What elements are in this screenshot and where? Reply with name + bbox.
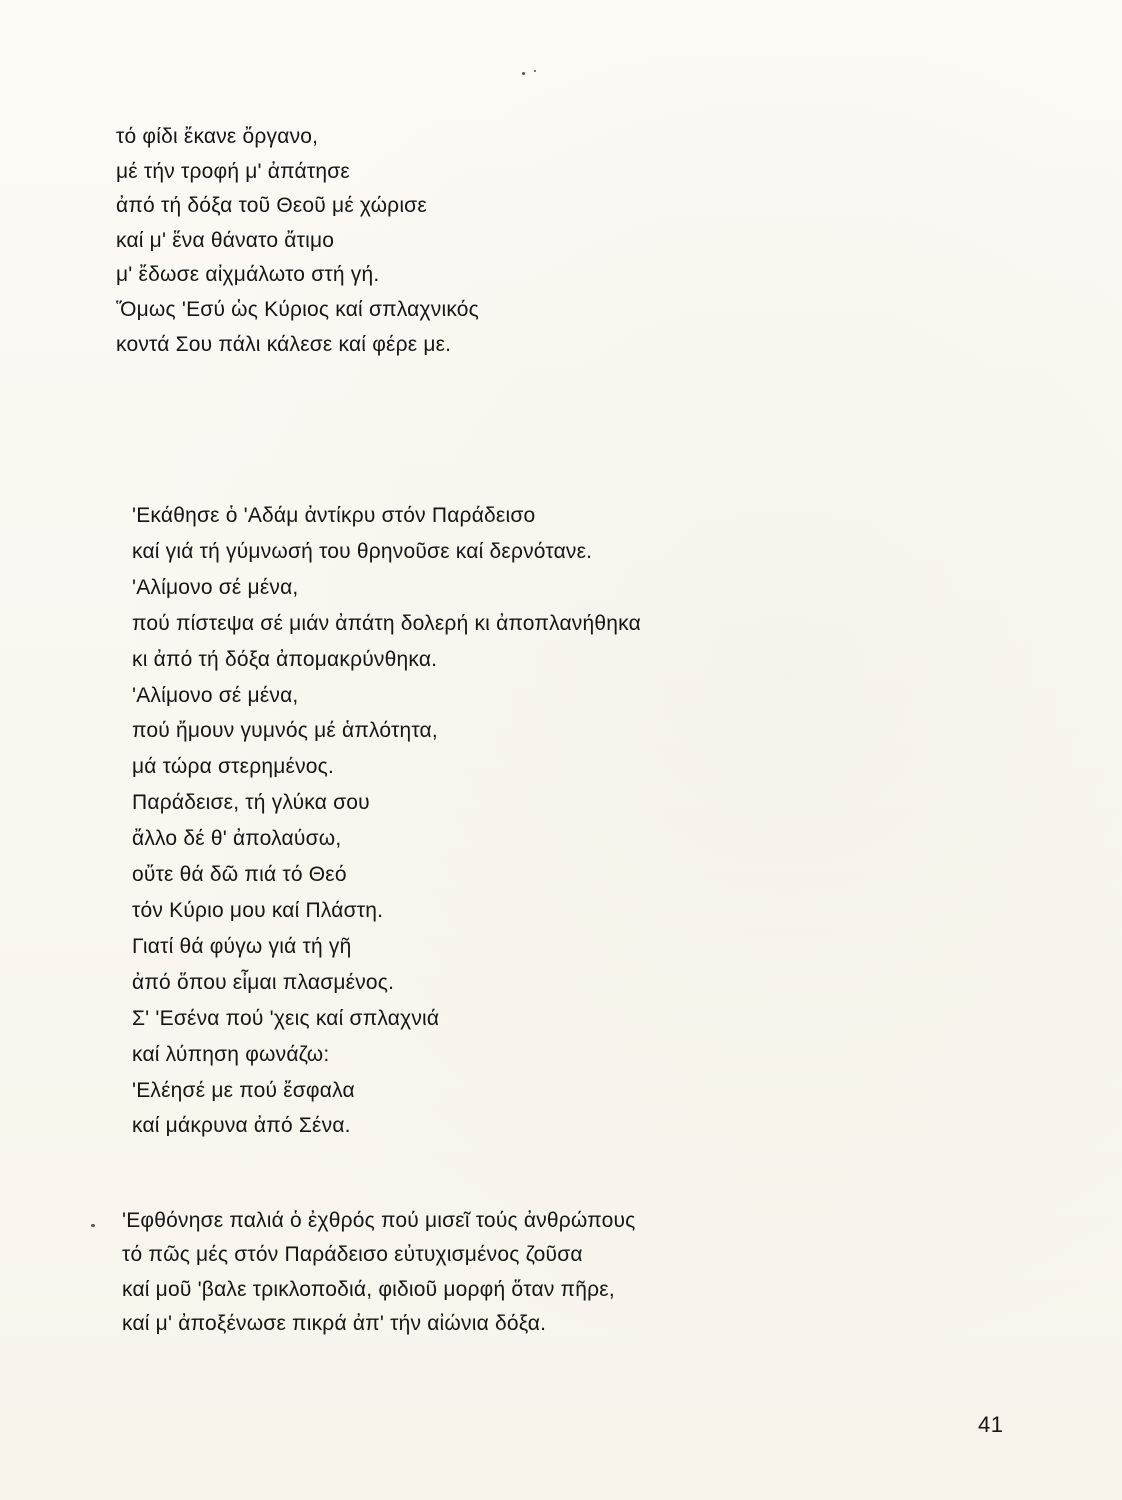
verse-line: μ' ἔδωσε αἰχμάλωτο στή γή. <box>116 263 380 287</box>
verse-line: 'Εκάθησε ὁ 'Αδάμ ἀντίκρυ στόν Παράδεισο <box>132 504 536 527</box>
verse-line: πού πίστεψα σέ μιάν ἀπάτη δολερή κι ἀποπλανήθηκα <box>132 611 641 635</box>
stanza-2 <box>132 498 641 1144</box>
verse-line: καί μοῦ 'βαλε τρικλοποδιά, φιδιοῦ μορφή ὅταν πῆρε, <box>122 1277 615 1301</box>
verse-line: 'Ελέησέ με πού ἔσφαλα <box>132 1078 355 1102</box>
verse-line: τό φίδι ἔκανε ὄργανο, <box>116 125 319 148</box>
stanza-3 <box>122 1204 636 1341</box>
verse-line: καί μ' ἕνα θάνατο ἄτιμο <box>116 228 335 252</box>
verse-line: καί μ' ἀποξένωσε πικρά ἀπ' τήν αἰώνια δόξα. <box>122 1311 547 1335</box>
verse-line: τό πῶς μές στόν Παράδεισο εὐτυχισμένος ζοῦσα <box>122 1243 583 1267</box>
verse-line: καί λύπηση φωνάζω: <box>132 1042 330 1066</box>
verse-line: κοντά Σου πάλι κάλεσε καί φέρε με. <box>116 332 452 356</box>
page-number: 41 <box>978 1412 1004 1437</box>
verse-line: 'Αλίμονο σέ μένα, <box>132 575 299 599</box>
verse-line: πού ἤμουν γυμνός μέ ἁπλότητα, <box>132 719 438 743</box>
verse-line: Γιατί θά φύγω γιά τή γῆ <box>132 934 352 958</box>
ink-speck <box>522 72 525 75</box>
stanza-1 <box>116 120 479 362</box>
verse-line: ἀπό ὅπου εἶμαι πλασμένος. <box>132 970 395 994</box>
verse-line: κι ἀπό τή δόξα ἀπομακρύνθηκα. <box>132 647 438 671</box>
verse-line: ἀπό τή δόξα τοῦ Θεοῦ μέ χώρισε <box>116 194 427 218</box>
verse-line: καί γιά τή γύμνωσή του θρηνοῦσε καί δερνότανε. <box>132 539 593 563</box>
verse-line: 'Εφθόνησε παλιά ὁ ἐχθρός πού μισεῖ τούς ἀνθρώπους <box>122 1209 636 1232</box>
verse-line: Παράδεισε, τή γλύκα σου <box>132 791 370 815</box>
verse-line: μέ τήν τροφή μ' ἀπάτησε <box>116 159 350 183</box>
verse-line: 'Αλίμονο σέ μένα, <box>132 683 299 707</box>
verse-line: Ὅμως 'Εσύ ὡς Κύριος καί σπλαχνικός <box>116 297 479 321</box>
ink-speck <box>91 1224 95 1227</box>
verse-line: καί μάκρυνα ἀπό Σένα. <box>132 1114 351 1138</box>
verse-line: μά τώρα στερημένος. <box>132 755 335 779</box>
verse-line: οὔτε θά δῶ πιά τό Θεό <box>132 863 347 887</box>
verse-line: τόν Κύριο μου καί Πλάστη. <box>132 898 384 922</box>
ink-speck <box>534 70 536 72</box>
verse-line: Σ' 'Εσένα πού 'χεις καί σπλαχνιά <box>132 1006 440 1030</box>
verse-line: ἄλλο δέ θ' ἀπολαύσω, <box>132 827 342 851</box>
